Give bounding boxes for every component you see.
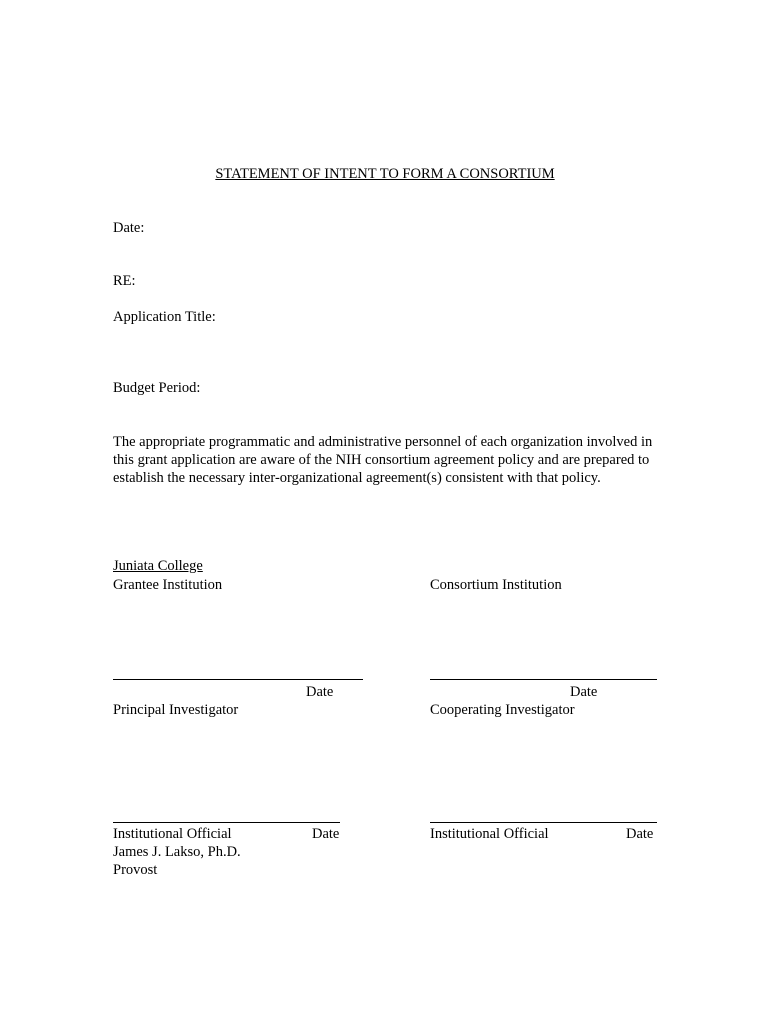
grantee-institution-label: Grantee Institution xyxy=(113,577,223,593)
left-institutional-official-label: Institutional Official xyxy=(113,826,232,842)
application-title-label: Application Title: xyxy=(113,309,216,325)
date-label: Date: xyxy=(113,220,145,236)
right-official-signature-line xyxy=(430,822,657,823)
cooperating-investigator-label: Cooperating Investigator xyxy=(430,702,575,718)
right-institutional-official-label: Institutional Official xyxy=(430,826,549,842)
document-title: STATEMENT OF INTENT TO FORM A CONSORTIUM xyxy=(215,166,555,182)
principal-investigator-signature-line xyxy=(113,679,363,680)
official-name: James J. Lakso, Ph.D. xyxy=(113,844,241,860)
left-official-date-label: Date xyxy=(312,826,340,842)
budget-period-label: Budget Period: xyxy=(113,380,201,396)
official-title: Provost xyxy=(113,862,158,878)
cooperating-investigator-date-label: Date xyxy=(570,684,598,700)
re-label: RE: xyxy=(113,273,136,289)
left-official-signature-line xyxy=(113,822,340,823)
principal-investigator-date-label: Date xyxy=(306,684,334,700)
consortium-institution-label: Consortium Institution xyxy=(430,577,562,593)
right-official-date-label: Date xyxy=(626,826,654,842)
consortium-policy-paragraph: The appropriate programmatic and administrative personnel of each organization involved in this grant application are aware of the NIH consortium agreement policy and are prepared to establish the necessary inter-organizational agreement(s) consistent with that policy. xyxy=(113,434,653,486)
principal-investigator-label: Principal Investigator xyxy=(113,702,239,718)
cooperating-investigator-signature-line xyxy=(430,679,657,680)
grantee-institution-name: Juniata College xyxy=(113,558,203,574)
